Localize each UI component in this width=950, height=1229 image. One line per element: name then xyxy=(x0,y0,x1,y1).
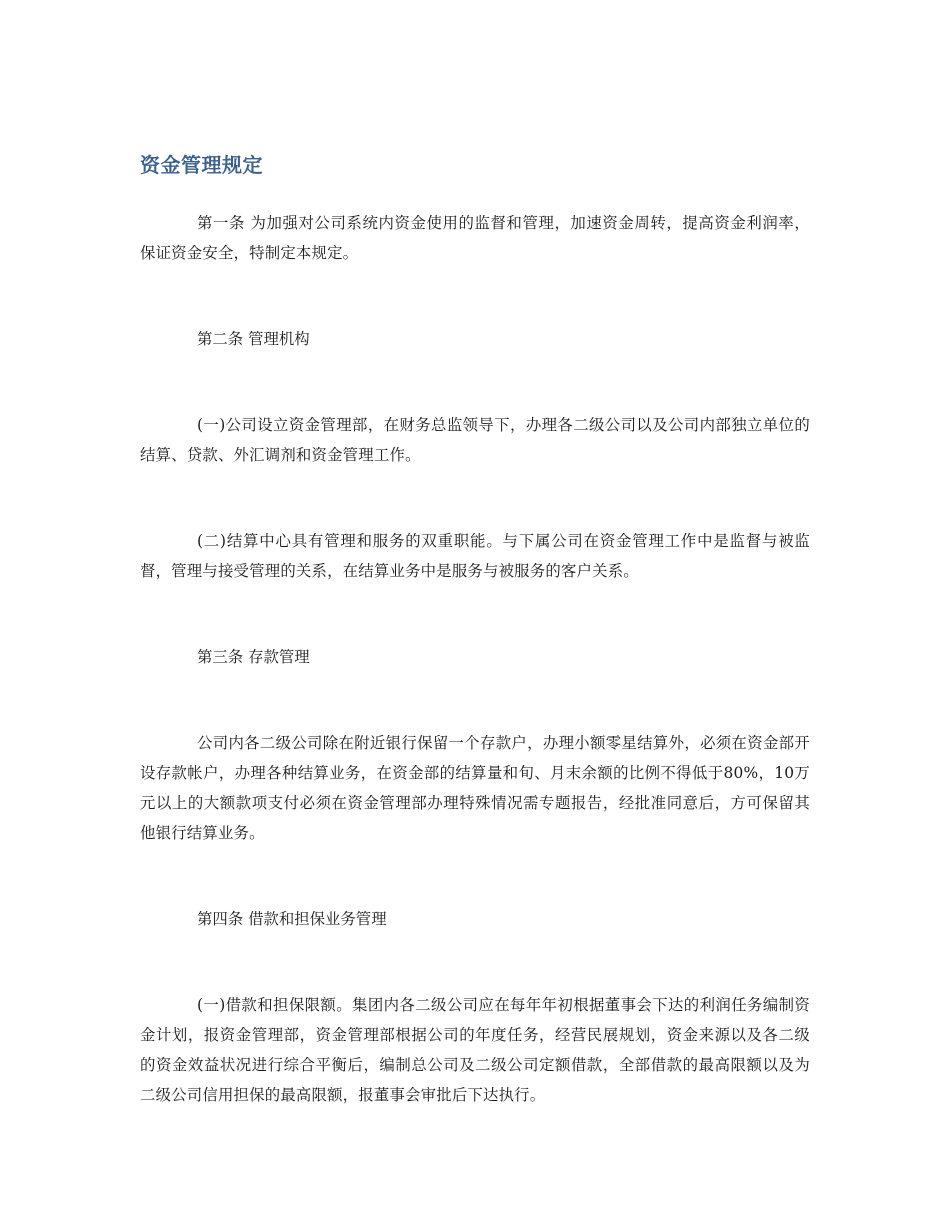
paragraph-spacer xyxy=(140,934,810,990)
document-title: 资金管理规定 xyxy=(140,153,263,177)
article-3-body: 公司内各二级公司除在附近银行保留一个存款户，办理小额零星结算外，必须在资金部开设存款帐户，办理各种结算业务，在资金部的结算量和旬、月末余额的比例不得低于80%，10万元以上的大额款项支付必须在资金管理部办理特殊情况需专题报告，经批准同意后，方可保留其他银行结算业务。 xyxy=(140,734,810,842)
paragraph-spacer xyxy=(140,848,810,904)
paragraph-spacer xyxy=(140,354,810,410)
article-2-item-1: (一)公司设立资金管理部，在财务总监领导下，办理各二级公司以及公司内部独立单位的结算、贷款、外汇调剂和资金管理工作。 xyxy=(140,416,810,464)
article-1-paragraph: 第一条 为加强对公司系统内资金使用的监督和管理，加速资金周转，提高资金利润率，保证资金安全，特制定本规定。 xyxy=(140,214,810,262)
paragraph-spacer xyxy=(140,268,810,324)
article-4-item-1: (一)借款和担保限额。集团内各二级公司应在每年年初根据董事会下达的利润任务编制资金计划，报资金管理部，资金管理部根据公司的年度任务，经营民展规划，资金来源以及各二级的资金效益状况进行综合平衡后，编制总公司及二级公司定额借款，全部借款的最高限额以及为二级公司信用担保的最高限额，报董事会审批后下达执行。 xyxy=(140,996,810,1104)
paragraph-spacer xyxy=(140,672,810,728)
article-3-heading: 第三条 存款管理 xyxy=(197,648,310,666)
paragraph-spacer xyxy=(140,470,810,526)
paragraph-spacer xyxy=(140,586,810,642)
article-4-heading: 第四条 借款和担保业务管理 xyxy=(197,910,387,928)
article-2-heading: 第二条 管理机构 xyxy=(197,330,310,348)
article-2-item-2: (二)结算中心具有管理和服务的双重职能。与下属公司在资金管理工作中是监督与被监督，管理与接受管理的关系，在结算业务中是服务与被服务的客户关系。 xyxy=(140,532,810,580)
document-body xyxy=(140,148,810,1110)
